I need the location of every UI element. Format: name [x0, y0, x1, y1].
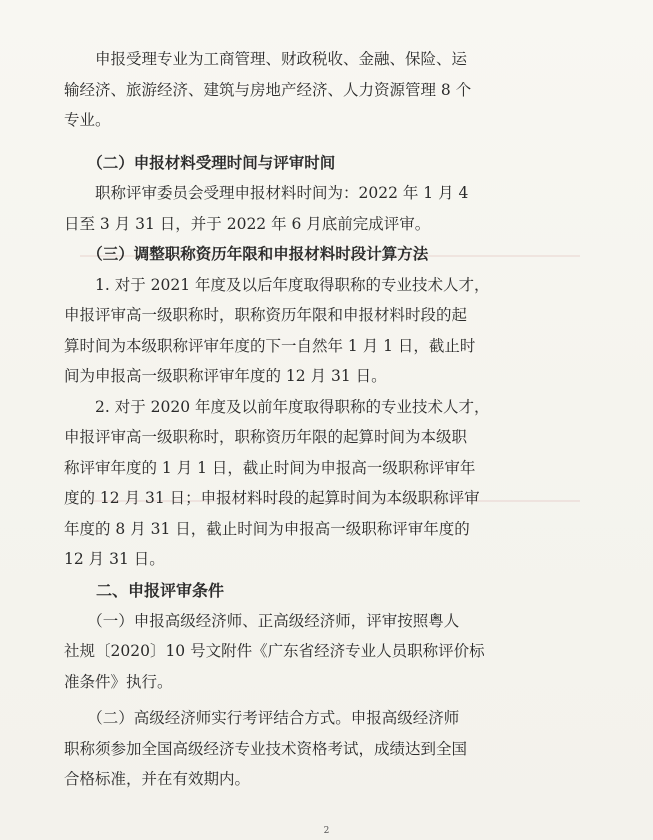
- paragraph-condition-2: [64, 703, 562, 795]
- text-line: 合格标准，并在有效期内。: [64, 770, 251, 788]
- text-line: 申报评审高一级职称时，职称资历年限的起算时间为本级职: [64, 428, 468, 446]
- text-line: 算时间为本级职称评审年度的下一自然年 1 月 1 日，截止时: [64, 336, 476, 355]
- text-line: 社规〔2020〕10 号文附件《广东省经济专业人员职称评价标: [64, 642, 485, 660]
- text-line: 间为申报高一级职称评审年度的 12 月 31 日。: [64, 367, 387, 385]
- paragraph-application-time: [64, 178, 562, 239]
- document-body: [64, 44, 562, 795]
- page-number: 2: [323, 826, 330, 836]
- text-line: （一）申报高级经济师、正高级经济师，评审按照粤人: [64, 611, 460, 630]
- text-line: 申报受理专业为工商管理、财政税收、金融、保险、运: [64, 50, 468, 68]
- paragraph-rule-2020: [64, 392, 562, 575]
- text-line: 申报评审高一级职称时，职称资历年限和申报材料时段的起: [64, 306, 468, 324]
- paragraph-specialties: [64, 44, 562, 136]
- text-line: 准条件》执行。: [64, 672, 173, 691]
- text-line: 年度的 8 月 31 日，截止时间为申报高一级职称评审年度的: [64, 519, 470, 538]
- text-line: 职称须参加全国高级经济专业技术资格考试，成绩达到全国: [64, 739, 468, 758]
- text-line: 2. 对于 2020 年度及以前年度取得职称的专业技术人才，: [64, 397, 490, 416]
- text-line: 日至 3 月 31 日，并于 2022 年 6 月底前完成评审。: [64, 214, 431, 233]
- heading-adjust-qualification: （三）调整职称资历年限和申报材料时段计算方法: [64, 244, 429, 263]
- text-line: （二）高级经济师实行考评结合方式。申报高级经济师: [64, 709, 460, 727]
- text-line: 1. 对于 2021 年度及以后年度取得职称的专业技术人才，: [64, 275, 490, 294]
- paragraph-condition-1: [64, 606, 562, 698]
- text-line: 12 月 31 日。: [64, 550, 165, 568]
- text-line: 专业。: [64, 111, 111, 129]
- paragraph-rule-2021: [64, 270, 562, 392]
- text-line: 称评审年度的 1 月 1 日，截止时间为申报高一级职称评审年: [64, 458, 476, 477]
- text-line: 输经济、旅游经济、建筑与房地产经济、人力资源管理 8 个: [64, 80, 472, 99]
- heading-application-time: （二）申报材料受理时间与评审时间: [64, 152, 336, 172]
- section-heading-conditions: 二、申报评审条件: [64, 580, 225, 600]
- text-line: 职称评审委员会受理申报材料时间为：2022 年 1 月 4: [64, 184, 469, 202]
- text-line: 度的 12 月 31 日；申报材料时段的起算时间为本级职称评审: [64, 489, 480, 507]
